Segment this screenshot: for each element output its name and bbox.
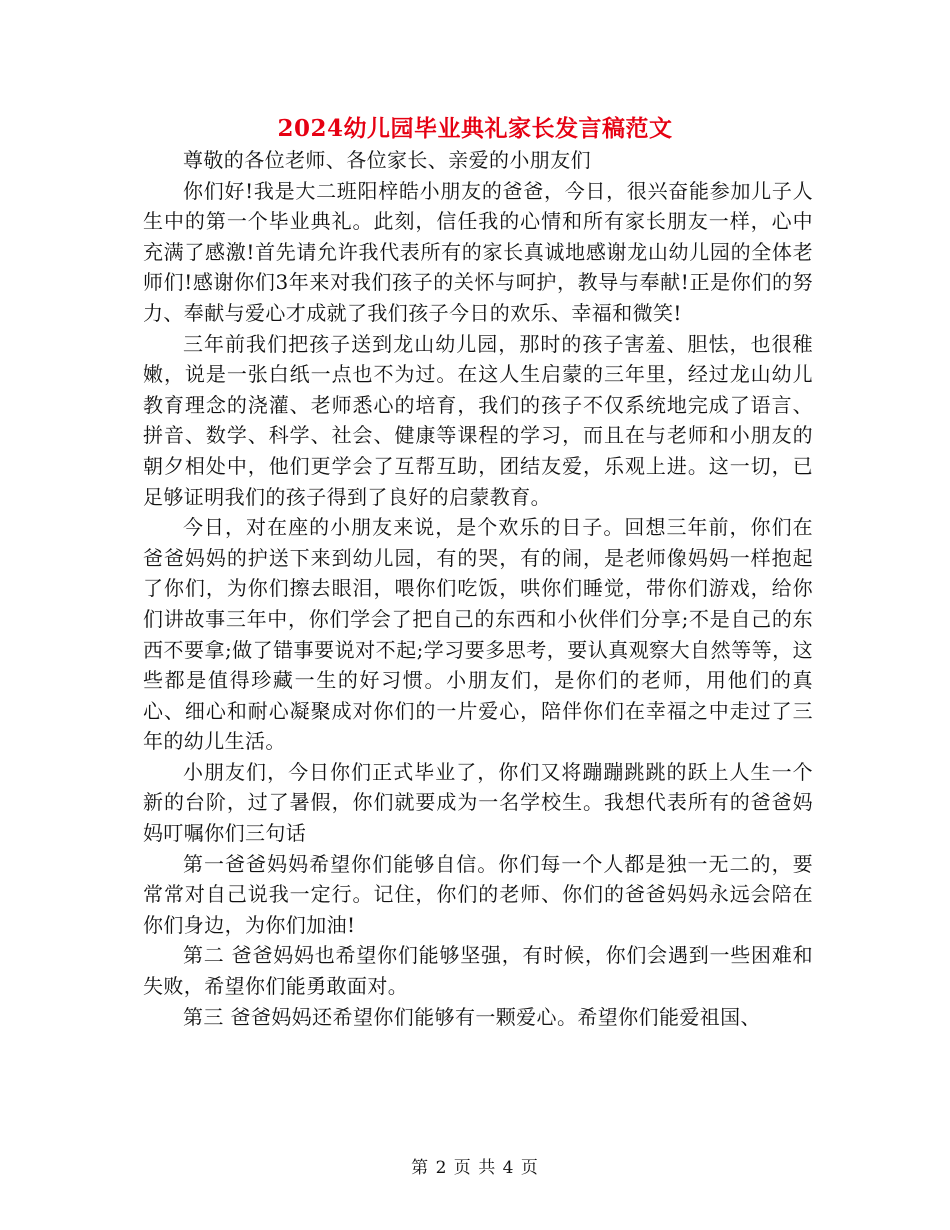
- body-paragraph: 你们好!我是大二班阳梓皓小朋友的爸爸，今日，很兴奋能参加儿子人生中的第一个毕业典礼。此刻，信任我的心情和所有家长朋友一样，心中充满了感激!首先请允许我代表所有的家长真诚地感谢龙山幼儿园的全体老师们!感谢你们3年来对我们孩子的关怀与呵护，教导与奉献!正是你们的努力、奉献与爱心才成就了我们孩子今日的欢乐、幸福和微笑!: [143, 178, 813, 325]
- document-body: [143, 145, 813, 1032]
- greeting-paragraph: 尊敬的各位老师、各位家长、亲爱的小朋友们: [183, 148, 591, 172]
- body-paragraph: 第一爸爸妈妈希望你们能够自信。你们每一个人都是独一无二的，要常常对自己说我一定行。记住，你们的老师、你们的爸爸妈妈永远会陪在你们身边，为你们加油!: [143, 851, 813, 937]
- body-paragraph: 今日，对在座的小朋友来说，是个欢乐的日子。回想三年前，你们在爸爸妈妈的护送下来到幼儿园，有的哭，有的闹，是老师像妈妈一样抱起了你们，为你们擦去眼泪，喂你们吃饭，哄你们睡觉，带你们游戏，给你们讲故事三年中，你们学会了把自己的东西和小伙伴们分享;不是自己的东西不要拿;做了错事要说对不起;学习要多思考，要认真观察大自然等等，这些都是值得珍藏一生的好习惯。小朋友们，是你们的老师，用他们的真心、细心和耐心凝聚成对你们的一片爱心，陪伴你们在幸福之中走过了三年的幼儿生活。: [143, 515, 813, 754]
- body-paragraph: 小朋友们，今日你们正式毕业了，你们又将蹦蹦跳跳的跃上人生一个新的台阶，过了暑假，你们就要成为一名学校生。我想代表所有的爸爸妈妈叮嘱你们三句话: [143, 759, 813, 846]
- body-paragraph: 第三 爸爸妈妈还希望你们能够有一颗爱心。希望你们能爱祖国、: [183, 1004, 761, 1029]
- page-number-footer: 第 2 页 共 4 页: [411, 1158, 539, 1178]
- document-title: 2024幼儿园毕业典礼家长发言稿范文: [277, 115, 673, 142]
- body-paragraph: 三年前我们把孩子送到龙山幼儿园，那时的孩子害羞、胆怯，也很稚嫩，说是一张白纸一点也不为过。在这人生启蒙的三年里，经过龙山幼儿教育理念的浇灌、老师悉心的培育，我们的孩子不仅系统地完成了语言、拼音、数学、科学、社会、健康等课程的学习，而且在与老师和小朋友的朝夕相处中，他们更学会了互帮互助，团结友爱，乐观上进。这一切，已足够证明我们的孩子得到了良好的启蒙教育。: [143, 331, 813, 509]
- body-paragraph: 第二 爸爸妈妈也希望你们能够坚强，有时候，你们会遇到一些困难和失败，希望你们能勇敢面对。: [143, 943, 813, 999]
